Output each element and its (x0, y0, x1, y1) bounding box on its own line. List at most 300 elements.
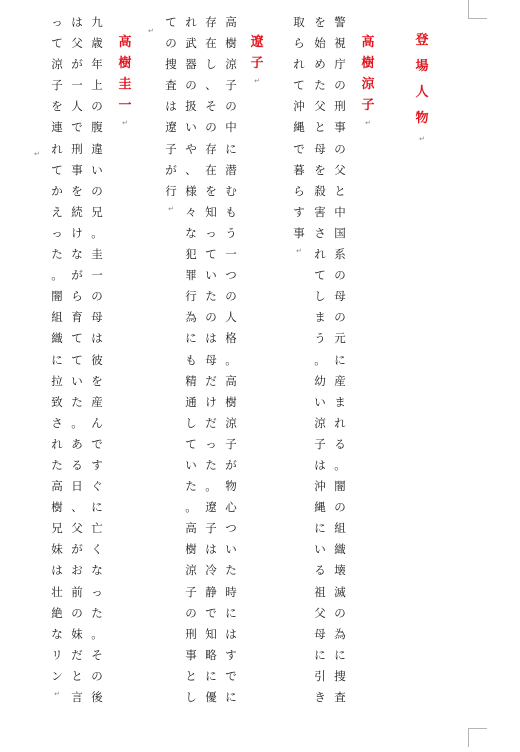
text-char: 後 (91, 690, 103, 704)
text-char: む (225, 183, 237, 198)
text-char: い (314, 394, 326, 409)
text-char: た (51, 247, 63, 262)
text-char: の (91, 99, 103, 114)
text-column (311, 12, 329, 708)
text-char: て (205, 247, 217, 262)
text-char: 高 (185, 521, 197, 536)
text-char: る (71, 457, 83, 472)
text-char: ン (51, 668, 63, 683)
text-char: 潜 (225, 162, 237, 177)
text-char: 年 (91, 57, 103, 72)
text-char: に (205, 668, 217, 683)
text-char: 樹 (51, 500, 63, 515)
text-char: を (205, 183, 217, 198)
text-char: 在 (205, 162, 217, 177)
text-char: 。 (51, 268, 63, 283)
text-char: は (205, 542, 217, 557)
text-char: き (314, 690, 326, 704)
text-char: 母 (334, 289, 346, 304)
name-char: 高 (118, 35, 132, 50)
text-char: 時 (225, 584, 237, 599)
text-char: 。 (185, 500, 197, 515)
name-char: 高 (361, 35, 375, 50)
text-char: の (334, 78, 346, 93)
text-char: 害 (314, 204, 326, 219)
text-char: 一 (91, 268, 103, 283)
text-char: は (71, 15, 83, 29)
text-char: 人 (71, 99, 83, 114)
text-column (88, 12, 106, 708)
text-char: を (314, 15, 326, 29)
text-char: れ (51, 141, 63, 156)
text-char: が (71, 542, 83, 557)
text-char: 為 (334, 626, 346, 641)
text-char: 闇 (334, 479, 346, 494)
paragraph-mark: ↵ (148, 27, 154, 35)
text-char: 父 (71, 521, 83, 536)
text-char: で (293, 141, 305, 156)
text-char: お (71, 563, 83, 578)
text-char: が (71, 268, 83, 283)
text-char: 産 (91, 394, 103, 409)
page-corner-mark-bottom (468, 728, 487, 747)
text-char: を (314, 162, 326, 177)
text-char: 育 (71, 310, 83, 325)
text-char: に (314, 647, 326, 662)
text-char: ぐ (91, 479, 103, 494)
text-char: の (225, 99, 237, 114)
text-char: 捜 (165, 57, 177, 72)
text-char: す (91, 457, 103, 472)
text-char: 九 (91, 15, 103, 29)
text-char: 刑 (334, 99, 346, 114)
text-char: 上 (91, 78, 103, 93)
text-char: ら (293, 36, 305, 51)
text-char: け (71, 225, 83, 240)
text-char: は (314, 457, 326, 472)
text-char: は (91, 331, 103, 346)
text-char: 格 (225, 331, 237, 346)
text-char: と (71, 668, 83, 683)
section-title (413, 28, 431, 146)
name-char: 子 (361, 98, 375, 114)
text-char: 遼 (205, 500, 217, 515)
text-char: 樹 (185, 542, 197, 557)
text-char: 視 (334, 36, 346, 51)
text-char: 絶 (51, 605, 63, 620)
text-char: い (185, 457, 197, 472)
text-char: を (71, 183, 83, 198)
text-char: 織 (334, 542, 346, 557)
text-char: 滅 (334, 584, 346, 599)
text-char: の (334, 500, 346, 515)
text-char: え (51, 204, 63, 219)
text-char: 国 (334, 225, 346, 240)
text-char: う (314, 331, 326, 346)
text-char: 庁 (334, 57, 346, 72)
text-char: も (185, 352, 197, 367)
text-char: 壮 (51, 584, 63, 599)
text-char: あ (71, 436, 83, 451)
text-char: 縄 (314, 500, 326, 515)
name-char: 子 (250, 56, 264, 72)
text-char: に (314, 521, 326, 536)
text-char: 事 (293, 225, 305, 240)
title-char: 場 (415, 59, 429, 74)
text-char: 言 (71, 690, 83, 704)
name-char: 圭 (118, 77, 132, 93)
text-char: 父 (71, 36, 83, 51)
text-char: 中 (334, 204, 346, 219)
text-char: っ (205, 225, 217, 240)
text-char: た (205, 289, 217, 304)
text-char: 査 (165, 78, 177, 93)
text-char: 々 (185, 204, 197, 219)
text-char: 織 (51, 331, 63, 346)
text-char: の (334, 141, 346, 156)
text-char: 物 (225, 479, 237, 494)
text-char: 行 (165, 183, 177, 198)
text-char: 中 (225, 120, 237, 135)
name-char: 遼 (250, 35, 264, 50)
text-char: 捜 (334, 668, 346, 683)
title-char: 物 (415, 111, 429, 126)
text-char: 事 (185, 647, 197, 662)
page-corner-mark-top (468, 0, 487, 19)
text-char: て (165, 15, 177, 29)
text-char: て (71, 352, 83, 367)
text-char: 扱 (185, 99, 197, 114)
text-char: 始 (314, 36, 326, 51)
text-char: れ (293, 57, 305, 72)
text-char: だ (71, 647, 83, 662)
text-char: 産 (334, 373, 346, 388)
text-char: 組 (51, 310, 63, 325)
text-char: 子 (314, 436, 326, 451)
text-char: 精 (185, 373, 197, 388)
text-char: た (205, 457, 217, 472)
text-char: の (205, 120, 217, 135)
text-char: 事 (334, 120, 346, 135)
text-char: 母 (314, 141, 326, 156)
text-char: は (225, 626, 237, 641)
text-char: す (225, 647, 237, 662)
text-char: て (51, 36, 63, 51)
text-char: 闇 (51, 289, 63, 304)
name-char: 一 (118, 98, 132, 114)
text-char: 子 (225, 436, 237, 451)
text-char: 刑 (71, 141, 83, 156)
text-char: 。 (91, 626, 103, 641)
text-char: 涼 (314, 415, 326, 430)
text-char: 行 (185, 289, 197, 304)
text-char: っ (205, 436, 217, 451)
text-char: 、 (205, 78, 217, 93)
text-char: う (225, 225, 237, 240)
text-column (68, 12, 86, 708)
text-char: 子 (51, 78, 63, 93)
text-char: な (51, 626, 63, 641)
text-column (48, 12, 66, 701)
text-char: 一 (225, 247, 237, 262)
text-char: め (314, 57, 326, 72)
text-char: 一 (71, 78, 83, 93)
text-char: 樹 (225, 36, 237, 51)
text-char: の (205, 310, 217, 325)
text-char: は (205, 331, 217, 346)
text-char: 妹 (71, 626, 83, 641)
text-char: 。 (205, 479, 217, 494)
text-char: が (71, 57, 83, 72)
text-char: 知 (205, 626, 217, 641)
text-char: な (91, 563, 103, 578)
text-char: 父 (334, 162, 346, 177)
text-char: 元 (334, 331, 346, 346)
text-char: 母 (314, 626, 326, 641)
text-char: 日 (71, 479, 83, 494)
text-char: は (51, 563, 63, 578)
text-char: の (91, 183, 103, 198)
text-char: で (71, 120, 83, 135)
text-char: 拉 (51, 373, 63, 388)
text-char: 。 (71, 415, 83, 430)
text-char: だ (205, 415, 217, 430)
text-char: 兄 (91, 204, 103, 219)
character-name-ryoko-alter (248, 32, 266, 88)
text-char: て (71, 331, 83, 346)
text-char: に (334, 647, 346, 662)
text-char: と (334, 183, 346, 198)
text-column (202, 12, 220, 708)
text-char: を (91, 373, 103, 388)
text-char: 兄 (51, 521, 63, 536)
text-char: 査 (334, 690, 346, 704)
text-char: で (91, 436, 103, 451)
text-char: 。 (91, 225, 103, 240)
text-column (162, 12, 180, 216)
text-char: い (314, 542, 326, 557)
text-char: れ (314, 247, 326, 262)
text-char: の (91, 668, 103, 683)
text-char: 高 (225, 373, 237, 388)
text-char: 連 (51, 120, 63, 135)
text-char: 取 (293, 15, 305, 29)
text-char: た (91, 605, 103, 620)
character-name-keiichi (116, 32, 134, 130)
text-char: と (185, 668, 197, 683)
text-char: 心 (225, 500, 237, 515)
text-char: 事 (71, 162, 83, 177)
text-char: し (314, 289, 326, 304)
text-char: 存 (205, 141, 217, 156)
text-char: の (185, 78, 197, 93)
text-char: さ (51, 415, 63, 430)
text-char: 樹 (225, 394, 237, 409)
text-char: 通 (185, 394, 197, 409)
text-char: 存 (205, 15, 217, 29)
text-char: れ (334, 415, 346, 430)
paragraph-mark: ↵ (419, 135, 425, 143)
title-char: 登 (415, 33, 429, 48)
text-char: 祖 (314, 584, 326, 599)
text-char: を (51, 99, 63, 114)
text-char: に (225, 605, 237, 620)
text-char: 。 (314, 352, 326, 367)
text-char: し (205, 57, 217, 72)
text-char: 引 (314, 668, 326, 683)
text-char: し (185, 415, 197, 430)
text-char: や (185, 141, 197, 156)
text-char: 優 (205, 690, 217, 704)
text-char: 、 (71, 500, 83, 515)
text-char: れ (51, 436, 63, 451)
text-char: っ (51, 15, 63, 29)
name-char: 樹 (118, 56, 132, 72)
text-char: 為 (185, 310, 197, 325)
text-char: 組 (334, 521, 346, 536)
text-char: 子 (165, 141, 177, 156)
text-char: 続 (71, 204, 83, 219)
text-char: つ (225, 521, 237, 536)
text-char: っ (91, 584, 103, 599)
name-char: 涼 (361, 77, 375, 93)
text-char: れ (185, 15, 197, 29)
text-char: た (185, 479, 197, 494)
text-char: 在 (205, 36, 217, 51)
text-char: ら (71, 289, 83, 304)
text-char: 幼 (314, 373, 326, 388)
text-column (222, 12, 240, 708)
text-char: に (225, 141, 237, 156)
text-char: の (165, 36, 177, 51)
paragraph-mark: ↵ (34, 150, 40, 158)
character-name-ryoko (359, 32, 377, 130)
text-char: 。 (225, 352, 237, 367)
paragraph-mark: ↵ (168, 204, 174, 213)
text-char: た (51, 457, 63, 472)
text-char: 略 (205, 647, 217, 662)
text-char: で (205, 605, 217, 620)
text-char: な (185, 225, 197, 240)
text-char: た (71, 394, 83, 409)
text-char: 致 (51, 394, 63, 409)
text-char: の (91, 289, 103, 304)
text-char: 犯 (185, 247, 197, 262)
text-char: 、 (185, 162, 197, 177)
text-char: く (91, 542, 103, 557)
text-char: 武 (185, 36, 197, 51)
paragraph-mark: ↵ (122, 119, 128, 128)
text-char: 遼 (165, 120, 177, 135)
paragraph-mark: ↵ (54, 690, 60, 698)
text-char: が (165, 162, 177, 177)
text-char: い (91, 162, 103, 177)
text-char: に (334, 352, 346, 367)
text-char: で (225, 668, 237, 683)
text-char: の (225, 289, 237, 304)
paragraph-mark: ↵ (296, 247, 302, 256)
text-char: 亡 (91, 521, 103, 536)
paragraph-mark: ↵ (365, 119, 371, 128)
text-char: の (334, 605, 346, 620)
text-char: て (51, 162, 63, 177)
text-column (331, 12, 349, 708)
text-char: 刑 (185, 626, 197, 641)
text-char: る (314, 563, 326, 578)
text-char: っ (51, 225, 63, 240)
text-char: た (314, 78, 326, 93)
text-char: 人 (225, 310, 237, 325)
text-char: つ (225, 268, 237, 283)
text-char: の (334, 268, 346, 283)
text-char: 圭 (91, 247, 103, 262)
text-char: 涼 (185, 563, 197, 578)
text-char: が (225, 457, 237, 472)
text-char: 違 (91, 141, 103, 156)
text-column (182, 12, 200, 708)
text-char: 母 (205, 352, 217, 367)
paragraph-mark: ↵ (254, 77, 260, 86)
text-char: て (185, 436, 197, 451)
text-char: 涼 (225, 57, 237, 72)
text-char: 彼 (91, 352, 103, 367)
text-char: ん (91, 415, 103, 430)
text-char: と (314, 120, 326, 135)
text-char: 暮 (293, 162, 305, 177)
text-char: 父 (314, 99, 326, 114)
text-char: す (293, 204, 305, 219)
text-char: 子 (185, 584, 197, 599)
text-char: 系 (334, 247, 346, 262)
text-char: の (334, 310, 346, 325)
text-char: て (314, 268, 326, 283)
text-char: 子 (205, 521, 217, 536)
text-char: い (225, 542, 237, 557)
text-char: そ (205, 99, 217, 114)
text-char: け (205, 394, 217, 409)
text-char: い (71, 373, 83, 388)
text-char: て (293, 78, 305, 93)
text-char: 涼 (51, 57, 63, 72)
text-char: リ (51, 647, 63, 662)
text-char: の (71, 605, 83, 620)
text-char: 母 (91, 310, 103, 325)
name-char: 樹 (361, 56, 375, 72)
text-char: ま (334, 394, 346, 409)
text-char: に (91, 500, 103, 515)
text-char: な (71, 247, 83, 262)
text-char: ら (293, 183, 305, 198)
text-char: 沖 (293, 99, 305, 114)
text-char: し (185, 690, 197, 704)
text-char: に (51, 352, 63, 367)
text-char: か (51, 183, 63, 198)
text-char: に (225, 690, 237, 704)
text-char: も (225, 204, 237, 219)
title-char: 人 (415, 85, 429, 100)
text-char: 冷 (205, 563, 217, 578)
text-char: 警 (334, 15, 346, 29)
text-char: 腹 (91, 120, 103, 135)
text-char: 前 (71, 584, 83, 599)
text-char: 高 (225, 15, 237, 29)
text-char: の (185, 605, 197, 620)
text-char: た (225, 563, 237, 578)
text-char: そ (91, 647, 103, 662)
text-char: さ (314, 225, 326, 240)
text-char: 殺 (314, 183, 326, 198)
text-char: 妹 (51, 542, 63, 557)
